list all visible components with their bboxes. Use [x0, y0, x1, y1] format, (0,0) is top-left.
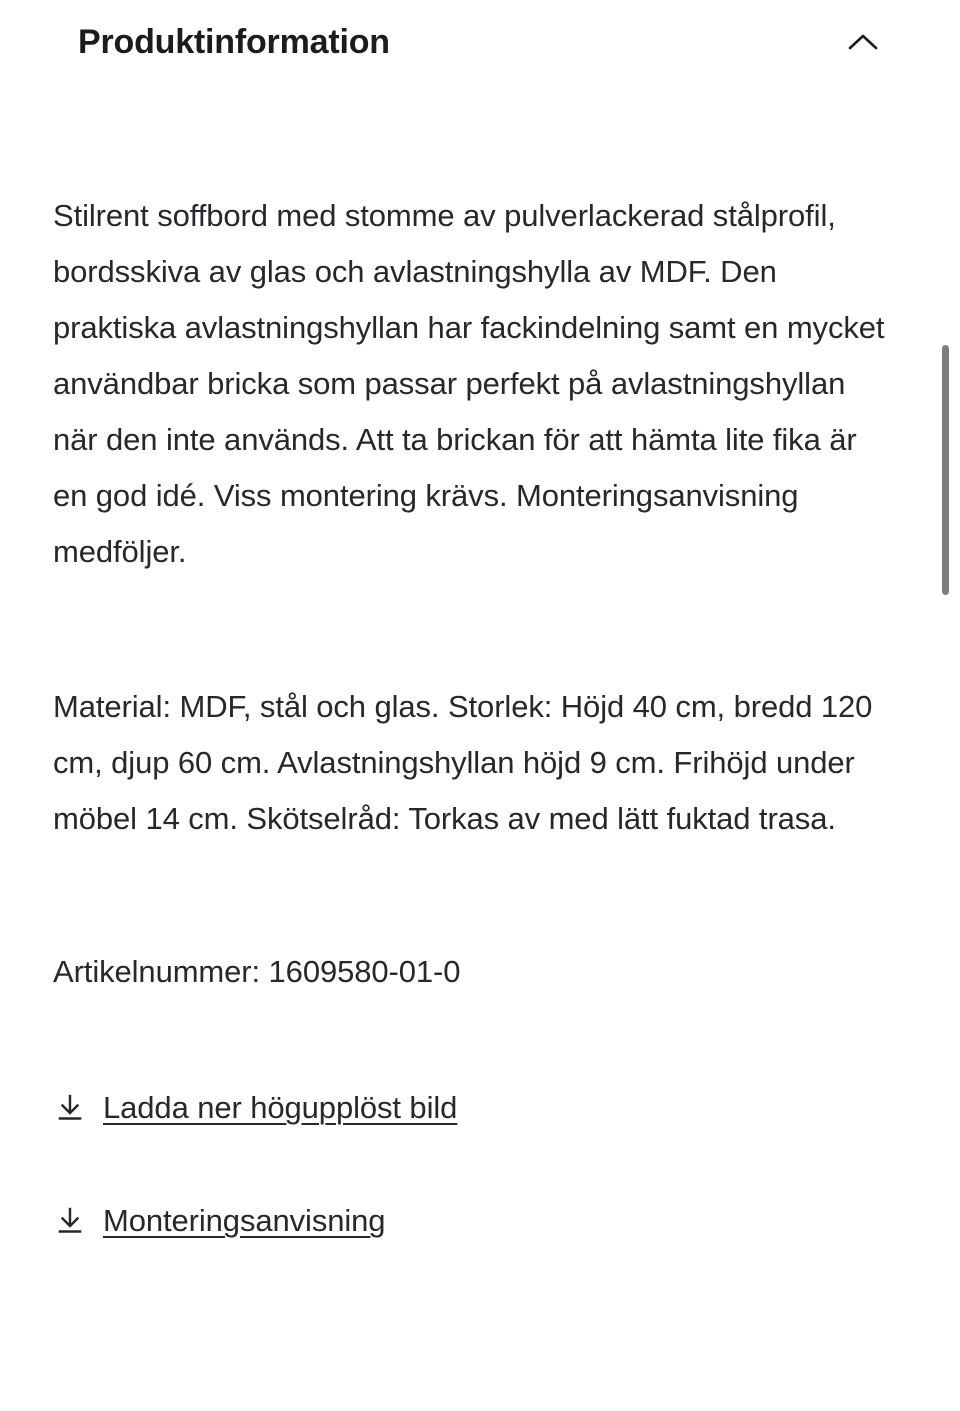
product-information-content [0, 84, 960, 1241]
download-link-label: Ladda ner högupplöst bild [103, 1090, 458, 1125]
download-links [53, 1088, 900, 1241]
download-icon [53, 1204, 87, 1238]
page-title: Produktinformation [78, 23, 390, 61]
assembly-instructions-link[interactable] [53, 1201, 385, 1241]
assembly-link-label: Monteringsanvisning [103, 1203, 386, 1238]
accordion-toggle-button[interactable] [840, 19, 886, 65]
accordion-header-produktinformation[interactable] [0, 0, 960, 84]
chevron-up-icon [848, 33, 878, 51]
download-icon [53, 1091, 87, 1125]
scrollbar-thumb[interactable] [942, 345, 949, 595]
scrollbar[interactable] [942, 0, 952, 1411]
download-high-resolution-image-link[interactable] [53, 1088, 457, 1128]
specifications-paragraph: Material: MDF, stål och glas. Storlek: Höjd 40 cm, bredd 120 cm, djup 60 cm. Avlastningshyllan höjd 9 cm. Frihöjd under möbel 14 cm. Skötselråd: Torkas av med lätt fuktad trasa. [53, 689, 873, 836]
description-paragraph: Stilrent soffbord med stomme av pulverlackerad stålprofil, bordsskiva av glas och avlastningshylla av MDF. Den praktiska avlastningshyllan har fackindelning samt en mycket användbar bricka som passar perfekt på avlastningshyllan när den inte används. Att ta brickan för att hämta lite fika är en god idé. Viss montering krävs. Monteringsanvisning medföljer. [53, 198, 885, 569]
article-number-paragraph: Artikelnummer: 1609580-01-0 [53, 954, 461, 989]
